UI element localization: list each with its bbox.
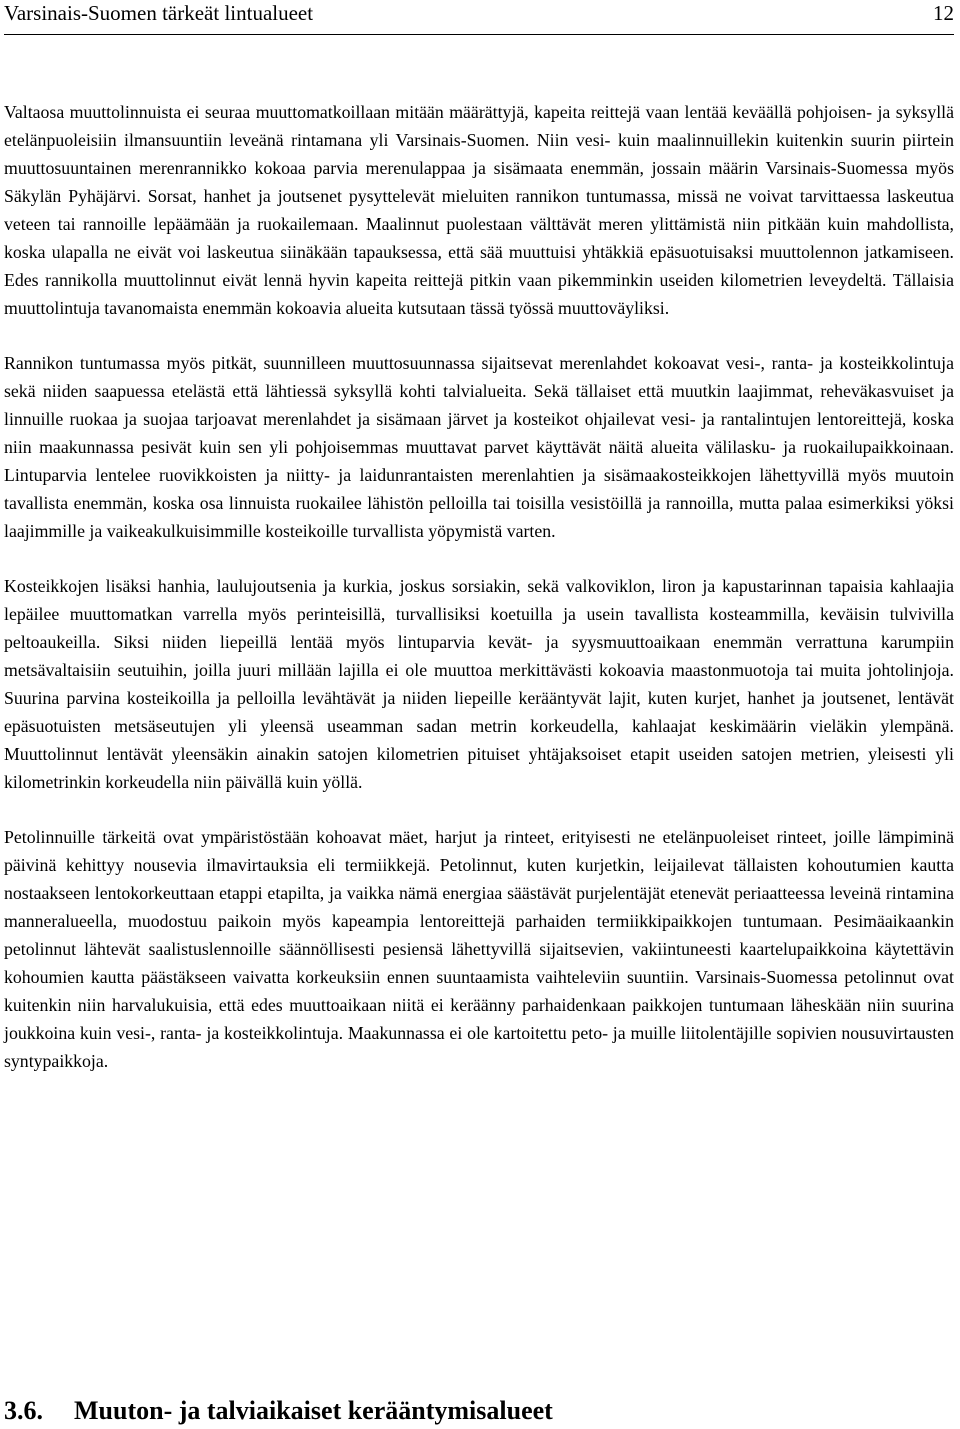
body-text <box>4 98 954 1075</box>
paragraph-coastal-bays: Rannikon tuntumassa myös pitkät, suunnilleen muuttosuunnassa sijaitsevat merenlahdet kokoavat vesi-, ranta- ja kosteikkolintuja sekä niiden saapuessa etelästä että lähtiessä syksyllä kohti talvialueita. Sekä tällaiset että muutkin laajimmat, reheväkasvuiset ja linnuille ruokaa ja suojaa tarjoavat merenlahdet ja sisämaan järvet ja kosteikot ohjailevat vesi- ja rantalintujen lentoreittejä, koska niin maakunnassa pesivät kuin sen yli pohjoisemmas muuttavat parvet käyttävät näitä alueita välilasku- ja ruokailupaikkoinaan. Lintuparvia lentelee ruovikkoisten ja niitty- ja laidunrantaisten merenlahtien ja sisämaakosteikkojen lähettyvillä myös muutoin tavallista enemmän, koska osa linnuista ruokailee lähistön pelloilla tai toisilla vesistöillä ja rannoilla, mutta palaa esimerkiksi yöksi laajimmille ja vaikeakulkuisimmille kosteikoille turvallista yöpymistä varten. <box>4 353 954 541</box>
page-number: 12 <box>933 1 954 25</box>
section-title: Muuton- ja talviaikaiset kerääntymisalueet <box>74 1396 553 1425</box>
section-heading <box>4 1394 553 1428</box>
document-page <box>4 0 954 1425</box>
page-header <box>4 0 954 35</box>
section-number: 3.6. <box>4 1396 43 1425</box>
header-title: Varsinais-Suomen tärkeät lintualueet <box>4 1 314 25</box>
paragraph-migration-routes: Valtaosa muuttolinnuista ei seuraa muuttomatkoillaan mitään määrättyjä, kapeita reittejä vaan lentää keväällä pohjoisen- ja syksyllä etelänpuoleisiin ilmansuuntiin leveänä rintamana yli Varsinais-Suomen. Niin vesi- kuin maalinnuillekin kuitenkin suurin piirtein muuttosuuntainen merenrannikko kokoaa parvia merenulappaa ja sisämaata enemmän, jossain määrin Varsinais-Suomessa myös Säkylän Pyhäjärvi. Sorsat, hanhet ja joutsenet pysyttelevät mieluiten rannikon tuntumassa, missä ne voivat tarvittaessa laskeutua veteen tai rannoille lepäämään ja ruokailemaan. Maalinnut puolestaan välttävät meren ylittämistä niin pitkään kuin mahdollista, koska ulapalla ne eivät voi laskeutua siinäkään tapauksessa, että sää muuttuisi yhtäkkiä epäsuotuisaksi muuttolennon jatkamiseen. Edes rannikolla muuttolinnut eivät lennä hyvin kapeita reittejä pitkin vaan pikemminkin useiden kilometrien leveydeltä. Tällaisia muuttolintuja tavanomaista enemmän kokoavia alueita kutsutaan tässä työssä muuttoväyliksi. <box>4 102 954 318</box>
paragraph-fields-and-flocks: Kosteikkojen lisäksi hanhia, laulujoutsenia ja kurkia, joskus sorsiakin, sekä valkoviklon, liron ja kapustarinnan tapaisia kahlaajia lepäilee muuttomatkan varrella myös perinteisillä, turvallisiksi koetuilla ja usein tavallista kosteammilla, keväisin tulvivilla peltoaukeilla. Siksi niiden liepeillä lentää myös lintuparvia kevät- ja syysmuuttoaikaan enemmän verrattuna karumpiin metsävaltaisiin seutuihin, joilla juuri millään lajilla ei ole muuttoa merkittävästi kokoavia maastonmuotoja tai muita johtolinjoja. Suurina parvina kosteikoilla ja pelloilla levähtävät ja niiden liepeille kerääntyvät lajit, kuten kurjet, hanhet ja joutsenet, lentävät epäsuotuisten metsäseutujen yli yleensä useamman sadan metrin korkeudella, kahlaajat keskimäärin vieläkin ylempänä. Muuttolinnut lentävät yleensäkin ainakin satojen kilometrien pituiset yhtäjaksoiset etapit useiden satojen metrien, yleisesti yli kilometrinkin korkeudella niin päivällä kuin yöllä. <box>4 576 954 792</box>
paragraph-raptors: Petolinnuille tärkeitä ovat ympäristöstään kohoavat mäet, harjut ja rinteet, erityisesti ne etelänpuoleiset rinteet, joille lämpiminä päivinä kehittyy nousevia ilmavirtauksia eli termiikkejä. Petolinnut, kuten kurjetkin, leijailevat tällaisten kohoutumien kautta nostaakseen lentokorkeuttaan etappi etapilta, ja vaikka nämä energiaa säästävät purjelentäjät etenevät periaatteessa leveinä rintamina manneralueella, muodostuu paikoin myös kapeampia lentoreittejä parhaiden termiikkipaikkojen tuntumaan. Pesimäaikaankin petolinnut lähtevät saalistuslennoille säännöllisesti pesiensä lähettyvillä sijaitsevien, vakiintuneesti kaartelupaikkoina käytettävin kohoumien kautta päästäkseen vaivatta korkeuksiin ennen suuntaamista vaihteleviin suuntiin. Varsinais-Suomessa petolinnut ovat kuitenkin niin harvalukuisia, että edes muuttoaikaan niitä ei keräänny parhaidenkaan paikkojen tuntumaan läheskään niin suurina joukkoina kuin vesi-, ranta- ja kosteikkolintuja. Maakunnassa ei ole kartoitettu peto- ja muille liitolentäjille sopivien nousuvirtausten syntypaikkoja. <box>4 827 954 1071</box>
